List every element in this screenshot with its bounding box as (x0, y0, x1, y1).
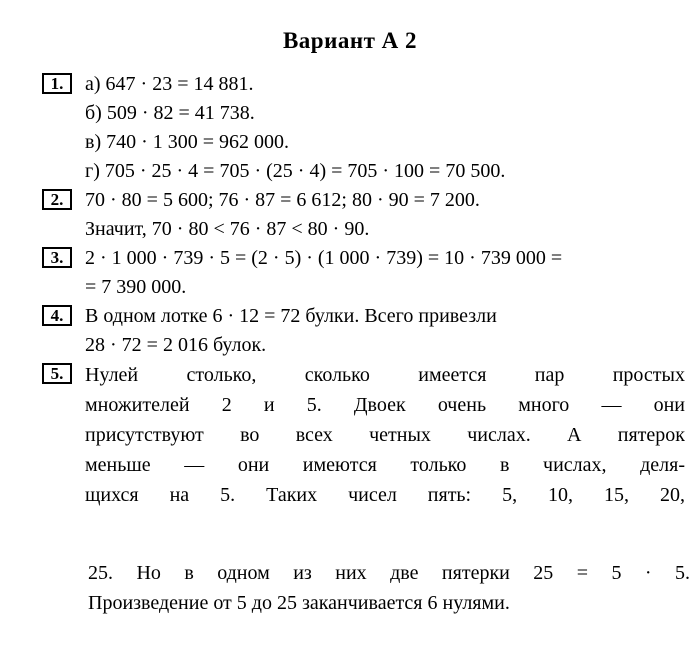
solution-line: г) 705 · 25 · 4 = 705 · (25 · 4) = 705 · 100 = 70 500. (85, 160, 506, 182)
item-number-badge-5: 5. (42, 363, 72, 384)
solution-line: в) 740 · 1 300 = 962 000. (85, 131, 290, 153)
solution-body-4 (85, 302, 692, 360)
solution-line: щихся на 5. Таких чисел пять: 5, 10, 15, 20, (85, 484, 685, 506)
item-number-badge-3: 3. (42, 247, 72, 268)
solution-line: Нулей столько, сколько имеется пар простых (85, 364, 685, 386)
solution-line: 28 · 72 = 2 016 булок. (85, 334, 267, 356)
solution-line: присутствуют во всех четных числах. А пятерок (85, 424, 685, 446)
solution-item-4 (40, 302, 692, 360)
solution-line: 2 · 1 000 · 739 · 5 = (2 · 5) · (1 000 · 739) = 10 · 739 000 = (85, 247, 563, 269)
solution-body-2 (85, 186, 692, 244)
item-number-badge-1: 1. (42, 73, 72, 94)
solution-body-3 (85, 244, 692, 302)
trailing-paragraph (88, 558, 690, 618)
trailing-paragraph-line: Произведение от 5 до 25 заканчивается 6 нулями. (88, 592, 510, 614)
solutions-list (40, 70, 692, 510)
solution-body-1 (85, 70, 692, 186)
solution-line: меньше — они имеются только в числах, деля- (85, 454, 685, 476)
solution-line: = 7 390 000. (85, 276, 187, 298)
trailing-paragraph-line: 25. Но в одном из них две пятерки 25 = 5 · 5. (88, 562, 690, 584)
solution-line: 70 · 80 = 5 600; 76 · 87 = 6 612; 80 · 90 = 7 200. (85, 189, 480, 211)
solution-body-5 (85, 360, 685, 510)
item-number-badge-4: 4. (42, 305, 72, 326)
page-title: Вариант А 2 (282, 28, 418, 53)
solution-item-3 (40, 244, 692, 302)
solution-item-5 (40, 360, 692, 510)
solution-line: В одном лотке 6 · 12 = 72 булки. Всего привезли (85, 305, 497, 327)
solution-line: множителей 2 и 5. Двоек очень много — они (85, 394, 685, 416)
solution-item-2 (40, 186, 692, 244)
solution-line: б) 509 · 82 = 41 738. (85, 102, 255, 124)
item-number-badge-2: 2. (42, 189, 72, 210)
solution-item-1 (40, 70, 692, 186)
solution-line: а) 647 · 23 = 14 881. (85, 73, 254, 95)
solution-line: Значит, 70 · 80 < 76 · 87 < 80 · 90. (85, 218, 370, 240)
